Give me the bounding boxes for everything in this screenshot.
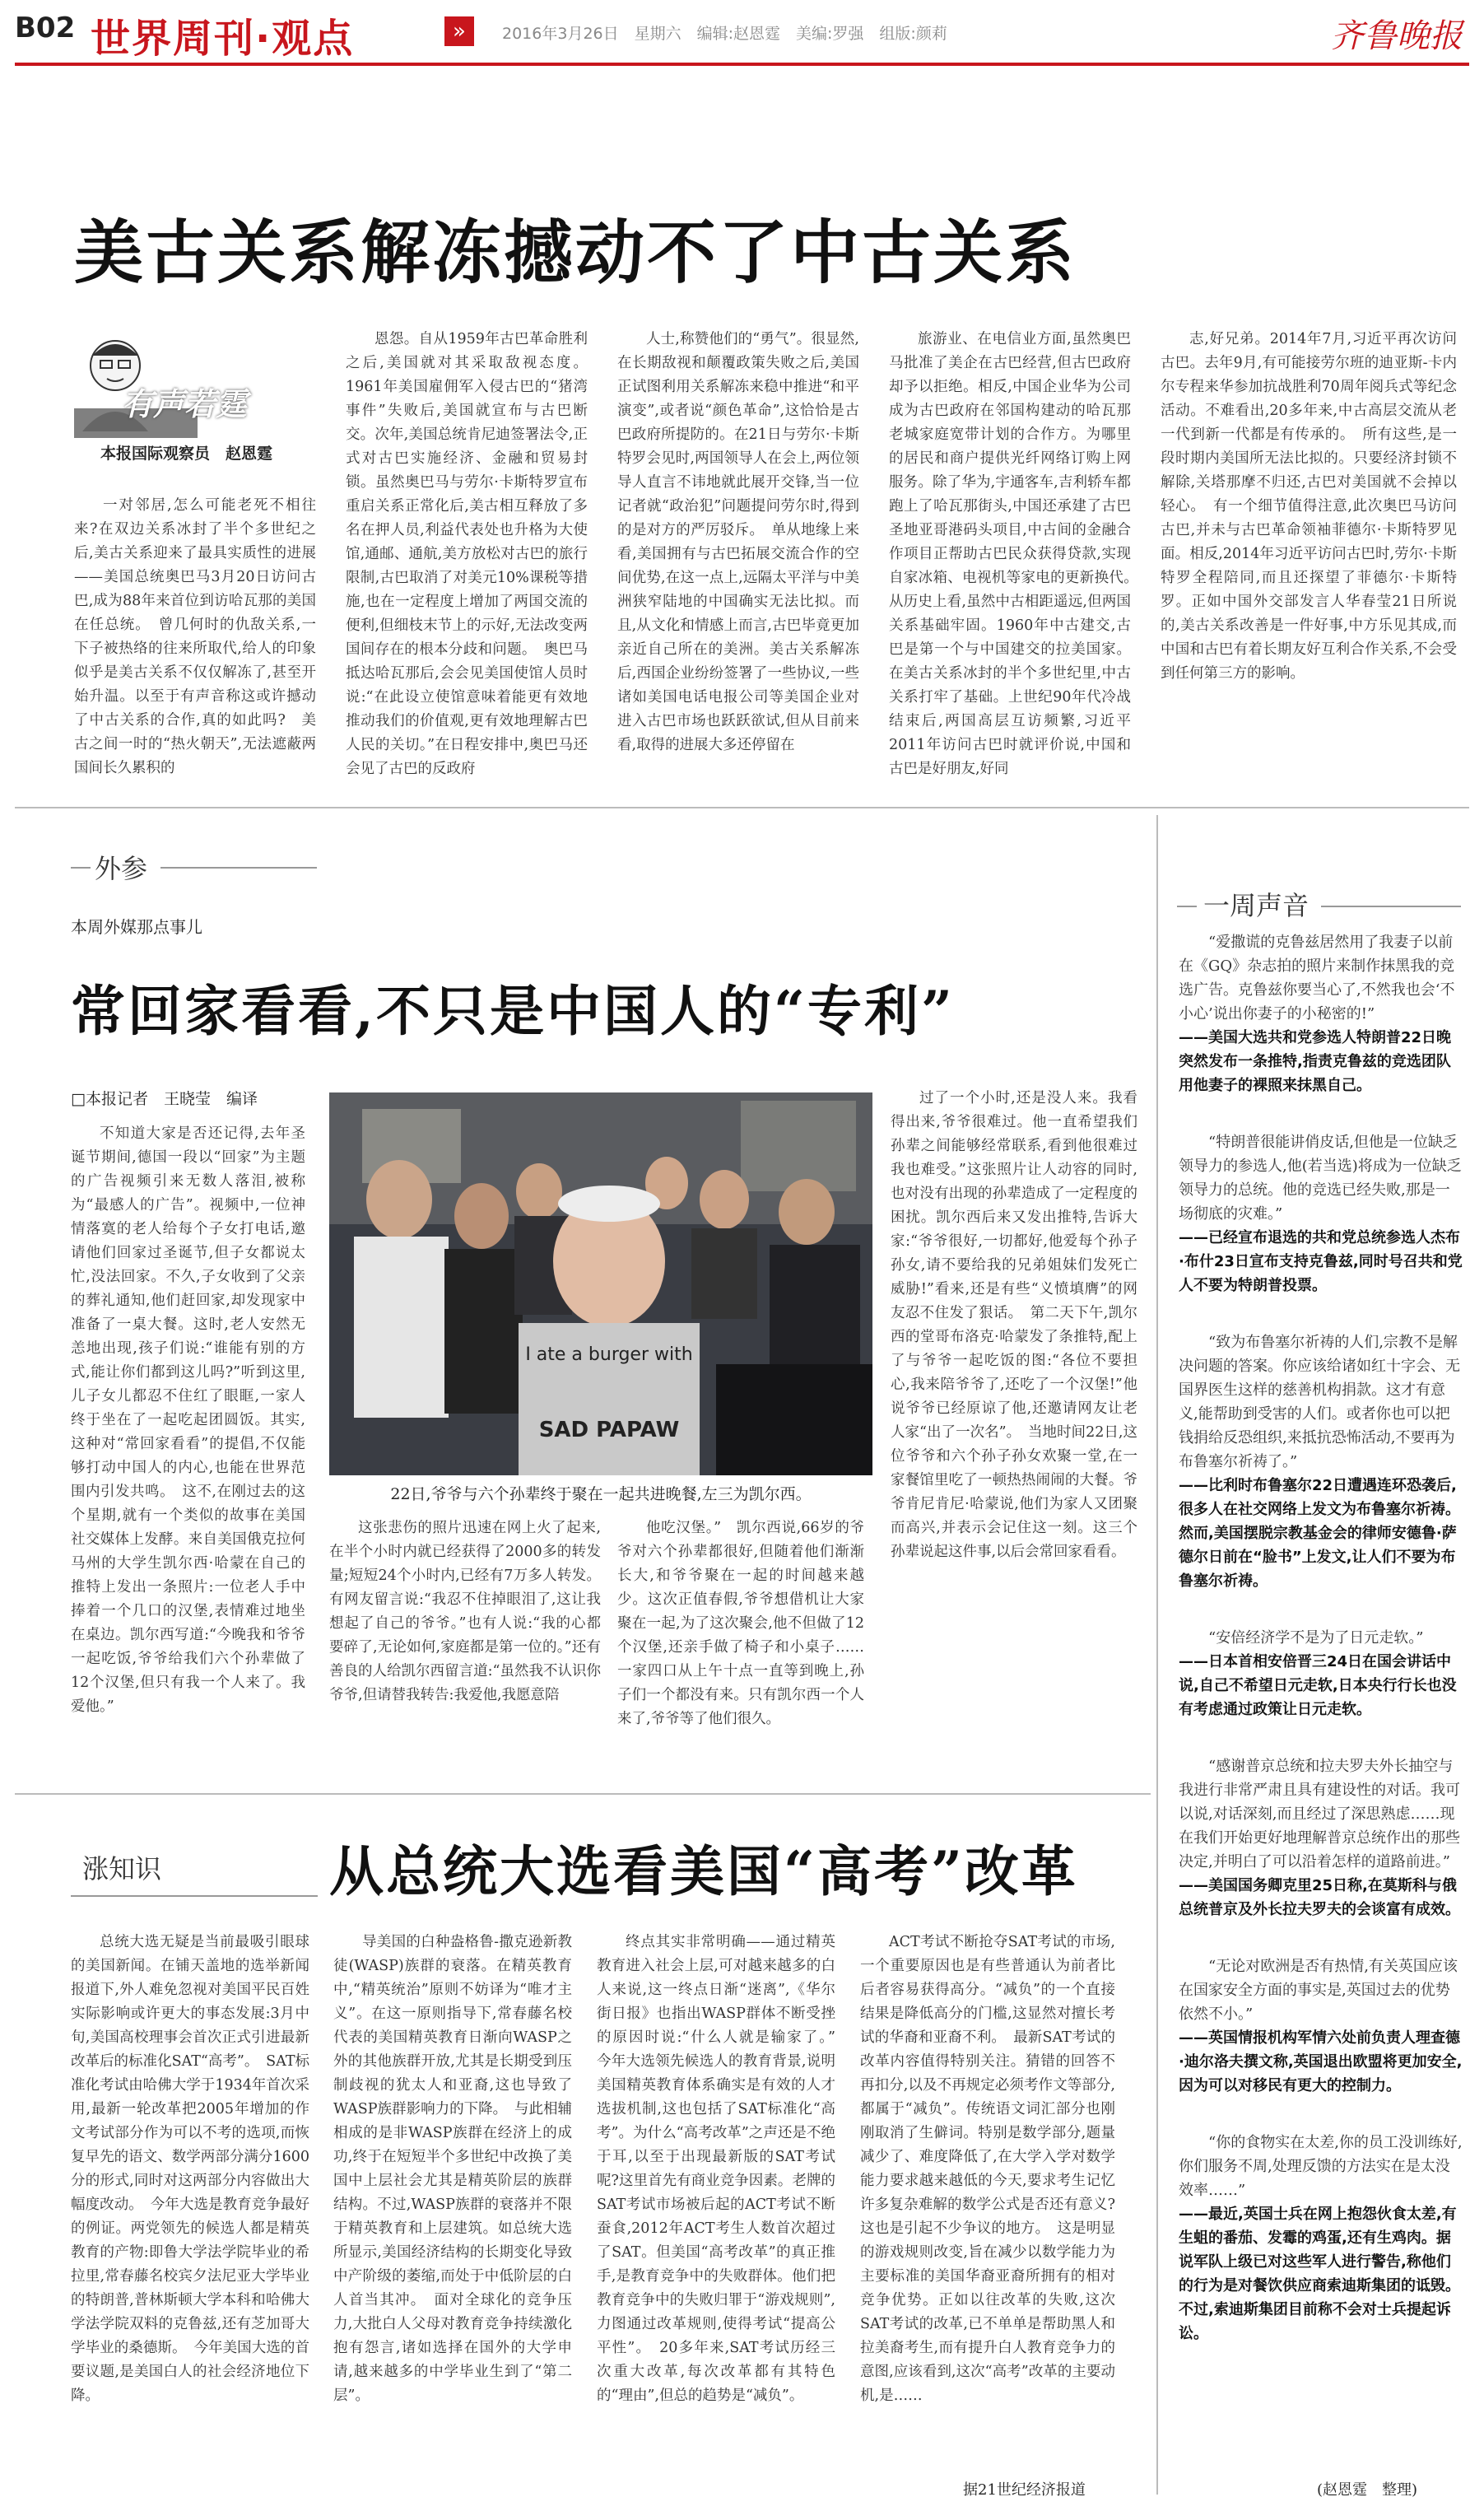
article3-headline: 从总统大选看美国“高考”改革 (329, 1839, 1078, 1903)
tag-zhangzhishi: 涨知识 (82, 1853, 162, 1884)
quote-source: ——日本首相安倍晋三24日在国会讲话中说,自己不希望日元走软,日本央行行长也没有考虑通过政策让日元走软。 (1179, 1653, 1457, 1718)
divider-article2 (15, 1793, 1151, 1795)
quote-source: ——美国大选共和党参选人特朗普22日晚突然发布一条推特,指责克鲁兹的竞选团队用他妻子的裸照来抹黑自己。 (1179, 1029, 1452, 1094)
quote-text: “致为布鲁塞尔祈祷的人们,宗教不是解决问题的答案。你应该给诸如红十字会、无国界医生这样的慈善机构捐款。这才有意义,能帮助到受害的人们。或者你也可以把钱捐给反恐组织,来抵抗恐怖活动,不要再为布鲁塞尔祈祷了。” (1179, 1334, 1460, 1470)
quote-text: “安倍经济学不是为了日元走软。” (1208, 1629, 1424, 1647)
issue-meta: 2016年3月26日 星期六 编辑:赵恩霆 美编:罗强 组版:颜莉 (502, 25, 947, 43)
article3-column-2: 导美国的白种盎格鲁-撒克逊新教徒(WASP)族群的衰落。在精英教育中,“精英统治”原则不妨译为“唯才主义”。在这一原则指导下,常春藤名校代表的美国精英教育日渐向WASP之外的其他族群开放,尤其是长期受到压制歧视的犹太人和亚裔,这也导致了WASP族群影响力的下降。 与此相辅相成的是非WASP族群在经济上的成功,终于在短短半个多世纪中改换了美国中上层社会尤其是精英阶层的族群结构。不过,WASP族群的衰落并不限于精英教育和上层建筑。如总统大选所显示,美国经济结构的长期变化导致中产阶级的萎缩,而处于中低阶层的白人首当其冲。 面对全球化的竞争压力,大批白人父母对教育竞争持续激化抱有怨言,诸如选择在国外的大学申请,越来越多的中学毕业生到了“第二层”。 (333, 1934, 572, 2404)
article2-column-4: 过了一个小时,还是没人来。我看得出来,爷爷很难过。他一直希望我们孙辈之间能够经常联系,看到他很难过我也难受。”这张照片让人动容的同时,也对没有出现的孙辈造成了一定程度的困扰。凯尔西后来又发出推特,告诉大家:“爷爷很好,一切都好,他爱每个孙子孙女,请不要给我的兄弟姐妹们发死亡威胁!”看来,还是有些“义愤填膺”的网友忍不住发了狠话。 第二天下午,凯尔西的堂哥布洛克·哈蒙发了条推特,配上了与爷爷一起吃饭的图:“各位不要担心,我来陪爷爷了,还吃了一个汉堡!”他说爷爷已经原谅了他,还邀请网友让老人家“出了一次名”。 当地时间22日,这位爷爷和六个孙子孙女欢聚一堂,在一家餐馆里吃了一顿热热闹闹的大餐。爷爷肯尼肯尼·哈蒙说,他们为家人又团聚而高兴,并表示会记住这一刻。这三个孙辈说起这件事,以后会常回家看看。 (891, 1090, 1137, 1560)
tag-line-left (71, 867, 91, 869)
family-dinner-photo (329, 1092, 872, 1475)
weekly-quotes (1179, 930, 1463, 2462)
article3-column-3: 终点其实非常明确——通过精英教育进入社会上层,可对越来越多的白人来说,这一终点日渐“迷离”,《华尔街日报》也指出WASP群体不断受挫的原因时说:“什么人就是输家了。” 今年大选领先候选人的教育背景,说明美国精英教育体系确实是有效的人才选拔机制,这也包括了SAT标准化“高考”。为什么“高考改革”之声还是不绝于耳,以至于出现最新版的SAT考试呢?这里首先有商业竞争因素。老牌的SAT考试市场被后起的ACT考试不断蚕食,2012年ACT考生人数首次超过了SAT。但美国“高考改革”的真正推手,是教育竞争中的失败群体。他们把教育竞争中的失败归罪于“游戏规则”,力图通过改革规则,使得考试“提高公平性”。 20多年来,SAT考试历经三次重大改革,每次改革都有其特色的“理由”,但总的趋势是“减负”。 (597, 1934, 850, 2404)
quote-source: ——美国国务卿克里25日称,在莫斯科与俄总统普京及外长拉夫罗夫的会谈富有成效。 (1179, 1877, 1460, 1918)
article1-byline: 本报国际观察员 赵恩霆 (100, 445, 273, 463)
article1-column-4: 旅游业、在电信业方面,虽然奥巴马批准了美企在古巴经营,但古巴政府却予以拒绝。相反,中国企业华为公司成为古巴政府在邻国构建动的哈瓦那老城家庭宽带计划的合作方。为哪里的居民和商户提供光纤网络订购上网服务。除了华为,宇通客车,吉利轿车都跑上了哈瓦那街头,中国还承建了古巴圣地亚哥港码头项目,中古间的金融合作项目正帮助古巴民众获得贷款,实现自家冰箱、电视机等家电的更新换代。 从历史上看,虽然中古相距遥远,但两国关系基础牢固。1960年中古建交,古巴是第一个与中国建交的拉美国家。在美古关系冰封的半个多世纪里,中古关系打牢了基础。上世纪90年代冷战结束后,两国高层互访频繁,习近平2011年访问古巴时就评价说,中国和古巴是好朋友,好同 (889, 331, 1146, 777)
divider-article1 (15, 807, 1469, 808)
tag-yizhoushengyin: 一周声音 (1203, 890, 1310, 921)
quote-text: “感谢普京总统和拉夫罗夫外长抽空与我进行非常严肃且具有建设性的对话。我可以说,对话深刻,而且经过了深思熟虑……现在我们开始更好地理解普京总统作出的那些决定,并明白了可以沿着怎样的道路前进。” (1179, 1758, 1460, 1870)
quote-text: “特朗普很能讲俏皮话,但他是一位缺乏领导力的参选人,他(若当选)将成为一位缺乏领导力的总统。他的竞选已经失败,那是一场彻底的灾难。” (1179, 1134, 1462, 1223)
article1-column-1: 一对邻居,怎么可能老死不相往来?在双边关系冰封了半个多世纪之后,美古关系迎来了最具实质性的进展——美国总统奥巴马3月20日访问古巴,成为88年来首位到访哈瓦那的美国在任总统。 曾几何时的仇敌关系,一下子被热络的往来所取代,给人的印象似乎是美古关系不仅仅解冻了,甚至开始升温。以至于有声音称这或许撼动了中古关系的合作,真的如此吗? 美古之间一时的“热火朝天”,无法遮蔽两国间长久累积的 (74, 497, 316, 776)
tag-line-right (160, 867, 317, 869)
sidebar-credit: (赵恩霆 整理) (1317, 2481, 1418, 2499)
quote-source: ——最近,英国士兵在网上抱怨伙食太差,有生蛆的番茄、发霉的鸡蛋,还有生鸡肉。据说军队上级已对这些军人进行警告,称他们的行为是对餐饮供应商索迪斯集团的诋毁。不过,索迪斯集团目前称不会对士兵提起诉讼。 (1179, 2206, 1460, 2342)
sidebar-tag-line-left (1177, 906, 1197, 907)
article3-column-1: 总统大选无疑是当前最吸引眼球的美国新闻。在铺天盖地的选举新闻报道下,外人难免忽视对美国平民百姓实际影响或许更大的事态发展:3月中旬,美国高校理事会首次正式引进最新改革后的标准化SAT“高考”。 SAT标准化考试由哈佛大学于1934年首次采用,最新一轮改革把2005年增加的作文考试部分作为可以不考的选项,而恢复早先的语文、数学两部分满分1600分的形式,同时对这两部分内容做出大幅度改动。 今年大选是教育竞争最好的例证。两党领先的候选人都是精英教育的产物:即鲁大学法学院毕业的希拉里,常春藤名校宾夕法尼亚大学毕业的特朗普,普林斯顿大学本科和哈佛大学法学院双料的克鲁兹,还有芝加哥大学毕业的桑德斯。 今年美国大选的首要议题,是美国白人的社会经济地位下降。 (71, 1934, 309, 2404)
masthead-rule (15, 63, 1469, 66)
article1-column-3: 人士,称赞他们的“勇气”。很显然,在长期敌视和颠覆政策失败之后,美国正试图利用关系解冻来稳中推进“和平演变”,或者说“颜色革命”,这恰恰是古巴政府所提防的。在21日与劳尔·卡斯特罗会见时,两国领导人在会上,两位领导人直言不讳地就此展开交锋,当一位记者就“政治犯”问题提问劳尔时,得到的是对方的严厉驳斥。 单从地缘上来看,美国拥有与古巴拓展交流合作的空间优势,在这一点上,远隔太平洋与中美洲狭窄陆地的中国确实无法比拟。而且,从文化和情感上而言,古巴毕竟更加亲近自己所在的美洲。美古关系解冻后,西国企业纷纷签署了一些协议,一些诸如美国电话电报公司等美国企业对进入古巴市场也跃跃欲试,但从目前来看,取得的进展大多还停留在 (617, 331, 859, 753)
section-title: 世界周刊·观点 (91, 16, 355, 62)
tag-waican: 外参 (95, 853, 148, 884)
article2-column-1: 不知道大家是否还记得,去年圣诞节期间,德国一段以“回家”为主题的广告视频引来无数人落泪,被称为“最感人的广告”。视频中,一位神情落寞的老人给每个子女打电话,邀请他们回家过圣诞节,但子女都说太忙,没法回家。不久,子女收到了父亲的葬礼通知,他们赶回家,却发现家中准备了一桌大餐。这时,老人安然无恙地出现,孩子们说:“谁能有别的方式,能让你们都到这儿吗?”听到这里,儿子女儿都忍不住红了眼眶,一家人终于坐在了一起吃起团圆饭。其实,这种对“常回家看看”的提倡,不仅能够打动中国人的内心,也能在世界范围内引发共鸣。 这不,在刚过去的这个星期,就有一个类似的故事在美国社交媒体上发酵。来自美国俄克拉何马州的大学生凯尔西·哈蒙在自己的推特上发出一条照片:一位老人手中捧着一个几口的汉堡,表情难过地坐在桌边。凯尔西写道:“今晚我和爷爷一起吃饭,爷爷给我们六个孙辈做了12个汉堡,但只有我一个人来了。我爱他。” (71, 1125, 305, 1715)
quote-source: ——英国情报机构军情六处前负责人理查德·迪尔洛夫撰文称,英国退出欧盟将更加安全,因为可以对移民有更大的控制力。 (1179, 2029, 1463, 2094)
article1-headline: 美古关系解冻撼动不了中古关系 (74, 212, 1077, 293)
article2-headline: 常回家看看,不只是中国人的“专利” (71, 979, 955, 1043)
quote-source: ——已经宣布退选的共和党总统参选人杰布·布什23日宣布支持克鲁兹,同时号召共和党人不要为特朗普投票。 (1179, 1229, 1463, 1294)
photo-shirt-text: I ate a burger with (525, 1344, 693, 1365)
column-logo: 有声若霆 (122, 386, 248, 422)
article1-column-5: 志,好兄弟。2014年7月,习近平再次访问古巴。去年9月,有可能接劳尔班的迪亚斯-卡内尔专程来华参加抗战胜利70周年阅兵式等纪念活动。不难看出,20多年来,中古高层交流从老一代到新一代都是有传承的。 所有这些,是一段时期内美国所无法比拟的。只要经济封锁不解除,关塔那摩不归还,古巴对美国就不会掉以轻心。 有一个细节值得注意,此次奥巴马访问古巴,并未与古巴革命领袖菲德尔·卡斯特罗见面。相反,2014年习近平访问古巴时,劳尔·卡斯特罗全程陪同,而且还探望了菲德尔·卡斯特罗。正如中国外交部发言人华春莹21日所说的,美古关系改善是一件好事,中方乐见其成,而中国和古巴有着长期友好互利合作关系,不会受到任何第三方的影响。 (1161, 331, 1457, 682)
newspaper-logo: 齐鲁晚报 (1331, 17, 1463, 55)
tag-waican-subtitle: 本周外媒那点事儿 (71, 917, 202, 937)
sidebar-divider (1156, 815, 1158, 2495)
tag-line-article3 (71, 1895, 318, 1897)
quote-text: “无论对欧洲是否有热情,有关英国应该在国家安全方面的事实是,英国过去的优势依然不小。” (1179, 1958, 1458, 2023)
article2-column-3: 他吃汉堡。” 凯尔西说,66岁的爷爷对六个孙辈都很好,但随着他们渐渐长大,和爷爷聚在一起的时间越来越少。这次正值春假,爷爷想借机让大家聚在一起,为了这次聚会,他不但做了12个汉堡,还亲手做了椅子和小桌子……一家四口从上午十点一直等到晚上,孙子们一个都没有来。只有凯尔西一个人来了,爷爷等了他们很久。 (617, 1520, 864, 1727)
page-number: B02 (15, 12, 76, 44)
article2-byline: □本报记者 王晓莹 编译 (71, 1090, 258, 1108)
quote-source: ——比利时布鲁塞尔22日遭遇连环恐袭后,很多人在社交网络上发文为布鲁塞尔祈祷。然而,美国摆脱宗教基金会的律师安德鲁·萨德尔日前在“脸书”上发文,让人们不要为布鲁塞尔祈祷。 (1179, 1477, 1460, 1590)
article2-column-2: 这张悲伤的照片迅速在网上火了起来,在半个小时内就已经获得了2000多的转发量;短短24个小时内,已经有7万多人转发。有网友留言说:“我忍不住掉眼泪了,这让我想起了自己的爷爷。”也有人说:“我的心都要碎了,无论如何,家庭都是第一位的。”还有善良的人给凯尔西留言道:“虽然我不认识你爷爷,但请替我转告:我爱他,我愿意陪 (329, 1520, 601, 1703)
chevron-right-icon: » (444, 16, 474, 46)
article1-column-2: 恩怨。自从1959年古巴革命胜利之后,美国就对其采取敌视态度。1961年美国雇佣军入侵古巴的“猪湾事件”失败后,美国就宣布与古巴断交。次年,美国总统肯尼迪签署法令,正式对古巴实施经济、金融和贸易封锁。虽然奥巴马与劳尔·卡斯特罗宣布重启关系正常化后,美古相互释放了多名在押人员,利益代表处也升格为大使馆,通邮、通航,美方放松对古巴的旅行限制,古巴取消了对美元10%课税等措施,也在一定程度上增加了两国交流的便利,但细枝末节上的示好,无法改变两国间存在的根本分歧和问题。 奥巴马抵达哈瓦那后,会会见美国使馆人员时说:“在此设立使馆意味着能更有效地推动我们的价值观,更有效地理解古巴人民的关切。”在日程安排中,奥巴马还会见了古巴的反政府 (346, 331, 588, 777)
article3-column-4: ACT考试不断抢夺SAT考试的市场,一个重要原因也是有些普通认为前者比后者容易获得高分。“减负”的一个直接结果是降低高分的门槛,这显然对擅长考试的华裔和亚裔不利。 最新SAT考试的改革内容值得特别关注。猜错的回答不再扣分,以及不再规定必须考作文等部分,都属于“减负”。传统语文词汇部分也刚刚取消了生僻词。特别是数学部分,题量减少了、难度降低了,在大学入学对数学能力要求越来越低的今天,要求考生记忆许多复杂难解的数学公式是否还有意义?这也是引起不少争议的地方。 这是明显的游戏规则改变,旨在减少以数学能力为主要标准的美国华裔亚裔所拥有的相对竞争优势。正如以往改革的失败,这次SAT考试的改革,已不单单是帮助黑人和拉美裔考生,而有提升白人教育竞争力的意图,应该看到,这次“高考”改革的主要动机,是…… (860, 1934, 1115, 2404)
photo-shirt-brand: SAD PAPAW (538, 1418, 680, 1442)
article3-credit: 据21世纪经济报道 (963, 2481, 1086, 2499)
quote-text: “爱撒谎的克鲁兹居然用了我妻子以前在《GQ》杂志拍的照片来制作抹黑我的竞选广告。克鲁兹你要当心了,不然我也会‘不小心’说出你妻子的小秘密的!” (1179, 934, 1455, 1023)
quote-text: “你的食物实在太差,你的员工没训练好,你们服务不周,处理反馈的方法实在是太没效率……” (1179, 2134, 1463, 2199)
photo-caption: 22日,爷爷与六个孙辈终于聚在一起共进晚餐,左三为凯尔西。 (390, 1485, 812, 1503)
sidebar-tag-line-right (1321, 906, 1461, 907)
